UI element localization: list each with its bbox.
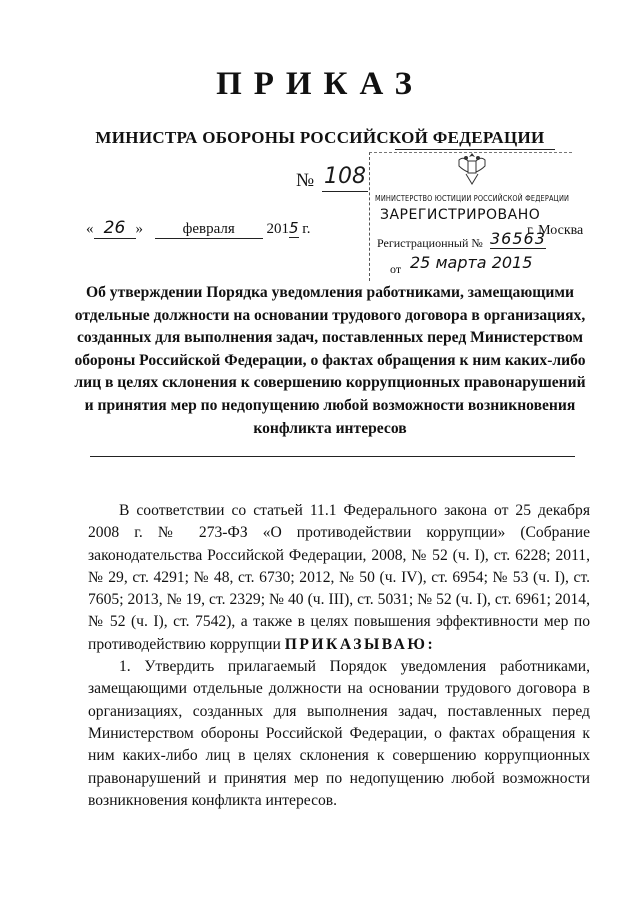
date-month: февраля bbox=[155, 221, 263, 239]
stamp-date-label: от bbox=[390, 262, 402, 276]
stamp-registered-label: ЗАРЕГИСТРИРОВАНО bbox=[380, 207, 541, 223]
stamp-reg-number-value: 36563 bbox=[490, 229, 546, 248]
date-day: 26 bbox=[94, 218, 136, 239]
document-heading: Об утверждении Порядка уведомления работниками, замещающими отдельные должности на основании трудового договора в организациях, созданных для выполнения задач, поставленных перед Министерством обороны Российской Федерации, о фактах обращения к ним каких-либо лиц в целях склонения к совершению коррупционных правонарушений и принятия мер по недопущению любой возможности возникновения конфликта интересов bbox=[74, 284, 586, 437]
order-number-value: 108 bbox=[322, 163, 368, 192]
city-label: г. Москва bbox=[527, 223, 584, 238]
date-year-digit: 5 bbox=[289, 219, 299, 237]
coat-of-arms-icon bbox=[455, 150, 489, 188]
heading-rule bbox=[90, 456, 575, 457]
stamp-ministry-name: МИНИСТЕРСТВО ЮСТИЦИИ РОССИЙСКОЙ ФЕДЕРАЦИИ bbox=[375, 194, 570, 203]
date-year-prefix: 201 bbox=[266, 221, 289, 237]
preamble-text: В соответствии со статьей 11.1 Федерального закона от 25 декабря 2008 г. № 273-ФЗ «О противодействии коррупции» (Собрание законодательства Российской Федерации, 2008, № 52 (ч. I), ст. 6228; 2011, № 29, ст. 4291; № 48, ст. 6730; 2012, № 50 (ч. IV), ст. 6954; № 53 (ч. I), ст. 7605; 2013, № 19, ст. 2329; № 40 (ч. III), ст. 5031; № 52 (ч. I), ст. 6961; 2014, № 52 (ч. I), ст. 7542), а также в целях повышения эффективности мер по противодействию коррупции bbox=[88, 502, 590, 653]
ministry-name: МИНИСТРА ОБОРОНЫ РОССИЙСКОЙ ФЕДЕРАЦИИ bbox=[95, 128, 545, 147]
order-word: ПРИКАЗЫВАЮ: bbox=[284, 635, 436, 653]
order-number-label: № bbox=[296, 170, 315, 191]
date-quote-open: « bbox=[86, 221, 94, 237]
order-date bbox=[86, 218, 311, 239]
document-body bbox=[88, 500, 590, 812]
date-year-suffix: г. bbox=[302, 221, 311, 237]
document-title: ПРИКАЗ bbox=[216, 66, 424, 102]
stamp-reg-number-label: Регистрационный № bbox=[377, 236, 483, 250]
preamble-paragraph bbox=[88, 500, 590, 656]
date-quote-close: » bbox=[135, 221, 143, 237]
item-1-paragraph: 1. Утвердить прилагаемый Порядок уведомления работниками, замещающими отдельные должности на основании трудового договора в организациях, созданных для выполнения задач, поставленных перед Министерством обороны Российской Федерации, о фактах обращения к ним каких-либо лиц в целях склонения к совершению коррупционных правонарушений и принятия мер по недопущению любой возможности возникновения конфликта интересов. bbox=[88, 658, 590, 809]
stamp-date-value: 25 марта 2015 bbox=[410, 253, 533, 272]
